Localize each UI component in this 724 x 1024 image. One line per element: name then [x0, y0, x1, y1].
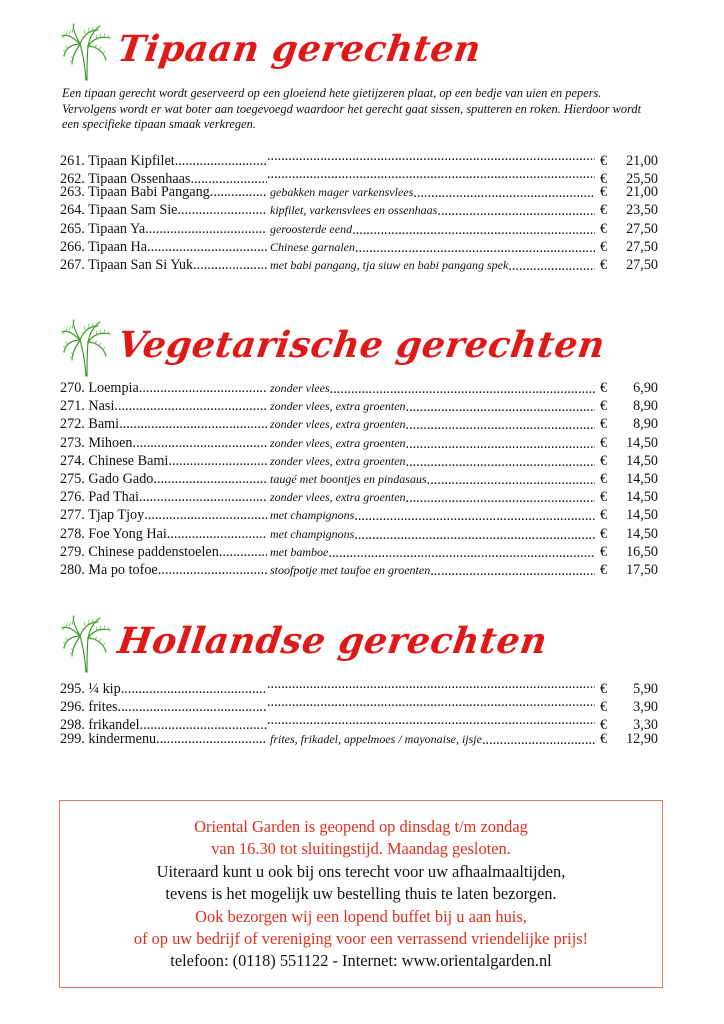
item-name: 277. Tjap Tjoy [60, 507, 145, 524]
menu-item [60, 221, 658, 239]
item-name: 266. Tipaan Ha [60, 238, 148, 255]
menu-item [60, 184, 658, 202]
item-name: 267. Tipaan San Si Yuk [60, 256, 194, 273]
currency-symbol: € [600, 170, 608, 187]
item-description: gebakken mager varkensvlees [270, 185, 414, 200]
menu-item [60, 380, 658, 398]
item-name: 272. Bami [60, 416, 120, 433]
currency-symbol: € [600, 561, 608, 578]
item-description: zonder vlees, extra groenten [270, 435, 406, 450]
menu-item [60, 257, 658, 275]
item-description: Chinese garnalen [270, 239, 355, 254]
currency-symbol: € [600, 380, 608, 396]
palm-tree-icon [60, 318, 112, 378]
item-name: 280. Ma po tofoe [60, 561, 158, 578]
item-description: kipfilet, varkensvlees en ossenhaas [270, 203, 438, 218]
item-price: 3,30 [633, 717, 658, 734]
section-vegetarisch [60, 318, 658, 580]
item-price: 12,90 [626, 730, 658, 747]
item-price: 8,90 [633, 416, 658, 433]
item-price: 25,50 [626, 170, 658, 187]
currency-symbol: € [600, 730, 608, 747]
currency-symbol: € [600, 470, 608, 487]
section-tipaan [60, 22, 658, 275]
currency-symbol: € [600, 238, 608, 255]
currency-symbol: € [600, 202, 608, 219]
currency-symbol: € [600, 543, 608, 560]
item-name: 275. Gado Gado [60, 470, 154, 487]
section-title: Hollandse gerechten [115, 620, 550, 662]
menu-item [60, 489, 658, 507]
section-title: Vegetarische gerechten [115, 324, 608, 366]
takeaway-line: Uiteraard kunt u ook bij ons terecht voor uw afhaalmaaltijden, [156, 861, 566, 881]
section-header [60, 614, 658, 676]
currency-symbol: € [600, 681, 608, 697]
contact-line: telefoon: (0118) 551122 - Internet: www.orientalgarden.nl [170, 951, 552, 971]
currency-symbol: € [600, 507, 608, 524]
menu-item [60, 676, 658, 697]
menu-item [60, 416, 658, 434]
menu-list-hollandse [60, 676, 658, 749]
item-price: 14,50 [626, 525, 658, 542]
item-price: 5,90 [633, 681, 658, 697]
opening-hours-line: van 16.30 tot sluitingstijd. Maandag gesloten. [211, 839, 511, 859]
menu-item [60, 731, 658, 749]
menu-item [60, 239, 658, 257]
item-name: 264. Tipaan Sam Sie [60, 202, 178, 219]
section-header [60, 22, 658, 84]
item-price: 21,00 [626, 184, 658, 201]
menu-item [60, 453, 658, 471]
menu-item [60, 507, 658, 525]
currency-symbol: € [600, 152, 608, 169]
item-description: geroosterde eend [270, 221, 353, 236]
currency-symbol: € [600, 434, 608, 451]
item-name: 270. Loempia [60, 380, 139, 396]
menu-list-vegetarisch [60, 380, 658, 580]
section-header [60, 318, 658, 380]
item-description: taugé met boontjes en pindasaus [270, 471, 427, 486]
item-price: 14,50 [626, 470, 658, 487]
menu-list-tipaan [60, 148, 658, 275]
item-description: met bamboe [270, 544, 329, 559]
item-price: 3,90 [633, 699, 658, 716]
item-description: stoofpotje met taufoe en groenten [270, 562, 431, 577]
buffet-line: Ook bezorgen wij een lopend buffet bij u aan huis, [195, 906, 527, 926]
item-price: 14,50 [626, 507, 658, 524]
currency-symbol: € [600, 398, 608, 415]
opening-hours-line: Oriental Garden is geopend op dinsdag t/m zondag [194, 817, 528, 836]
item-price: 27,50 [626, 220, 658, 237]
section-hollandse [60, 614, 658, 749]
item-name: 261. Tipaan Kipfilet [60, 152, 175, 169]
currency-symbol: € [600, 184, 608, 201]
item-price: 27,50 [626, 238, 658, 255]
item-price: 14,50 [626, 452, 658, 469]
item-price: 6,90 [633, 380, 658, 396]
buffet-line: of op uw bedrijf of vereniging voor een verrassend vriendelijke prijs! [133, 929, 589, 949]
item-description: zonder vlees, extra groenten [270, 399, 406, 414]
item-description: zonder vlees [270, 381, 330, 395]
item-price: 8,90 [633, 398, 658, 415]
menu-item [60, 526, 658, 544]
currency-symbol: € [600, 416, 608, 433]
item-name: 298. frikandel [60, 717, 140, 734]
item-name: 271. Nasi [60, 398, 115, 415]
item-name: 265. Tipaan Ya [60, 220, 146, 237]
item-name: 279. Chinese paddenstoelen [60, 543, 219, 560]
item-price: 17,50 [626, 561, 658, 578]
item-description: zonder vlees, extra groenten [270, 453, 406, 468]
currency-symbol: € [600, 452, 608, 469]
section-intro: Een tipaan gerecht wordt geserveerd op een gloeiend hete gietijzeren plaat, op een bedje van uien en pepers. Vervolgens wordt er wat boter aan toegevoegd waardoor het gerecht gaat sissen, sputteren en roken. Hierdoor wordt een specifieke tipaan smaak verkregen. [62, 86, 642, 132]
menu-item [60, 202, 658, 220]
item-price: 27,50 [626, 256, 658, 273]
currency-symbol: € [600, 525, 608, 542]
menu-item [60, 471, 658, 489]
item-description: met champignons [270, 508, 355, 523]
item-description: frites, frikadel, appelmoes / mayonaise, ijsje [270, 731, 482, 746]
item-name: 276. Pad Thai [60, 489, 139, 506]
item-description: zonder vlees, extra groenten [270, 490, 406, 505]
menu-item [60, 398, 658, 416]
currency-symbol: € [600, 489, 608, 506]
item-name: 273. Mihoen [60, 434, 133, 451]
item-price: 14,50 [626, 489, 658, 506]
item-name: 295. ¼ kip [60, 681, 121, 697]
currency-symbol: € [600, 717, 608, 734]
item-name: 263. Tipaan Babi Pangang [60, 184, 210, 201]
menu-item [60, 435, 658, 453]
item-name: 262. Tipaan Ossenhaas [60, 170, 191, 187]
currency-symbol: € [600, 699, 608, 716]
item-price: 23,50 [626, 202, 658, 219]
section-title: Tipaan gerechten [115, 28, 484, 70]
item-description: met champignons [270, 526, 355, 541]
item-price: 14,50 [626, 434, 658, 451]
delivery-line: tevens is het mogelijk uw bestelling thuis te laten bezorgen. [165, 884, 557, 904]
info-box [59, 800, 663, 988]
item-description: met babi pangang, tja siuw en babi pangang spek [270, 257, 509, 272]
item-name: 299. kindermenu [60, 730, 157, 747]
item-description: zonder vlees, extra groenten [270, 417, 406, 432]
item-name: 278. Foe Yong Hai [60, 525, 167, 542]
currency-symbol: € [600, 256, 608, 273]
item-price: 21,00 [626, 152, 658, 169]
item-name: 296. frites [60, 699, 118, 716]
menu-item [60, 148, 658, 169]
item-price: 16,50 [626, 543, 658, 560]
item-name: 274. Chinese Bami [60, 452, 169, 469]
menu-item [60, 544, 658, 562]
palm-tree-icon [60, 22, 112, 82]
menu-item [60, 562, 658, 580]
palm-tree-icon [60, 614, 112, 674]
currency-symbol: € [600, 220, 608, 237]
